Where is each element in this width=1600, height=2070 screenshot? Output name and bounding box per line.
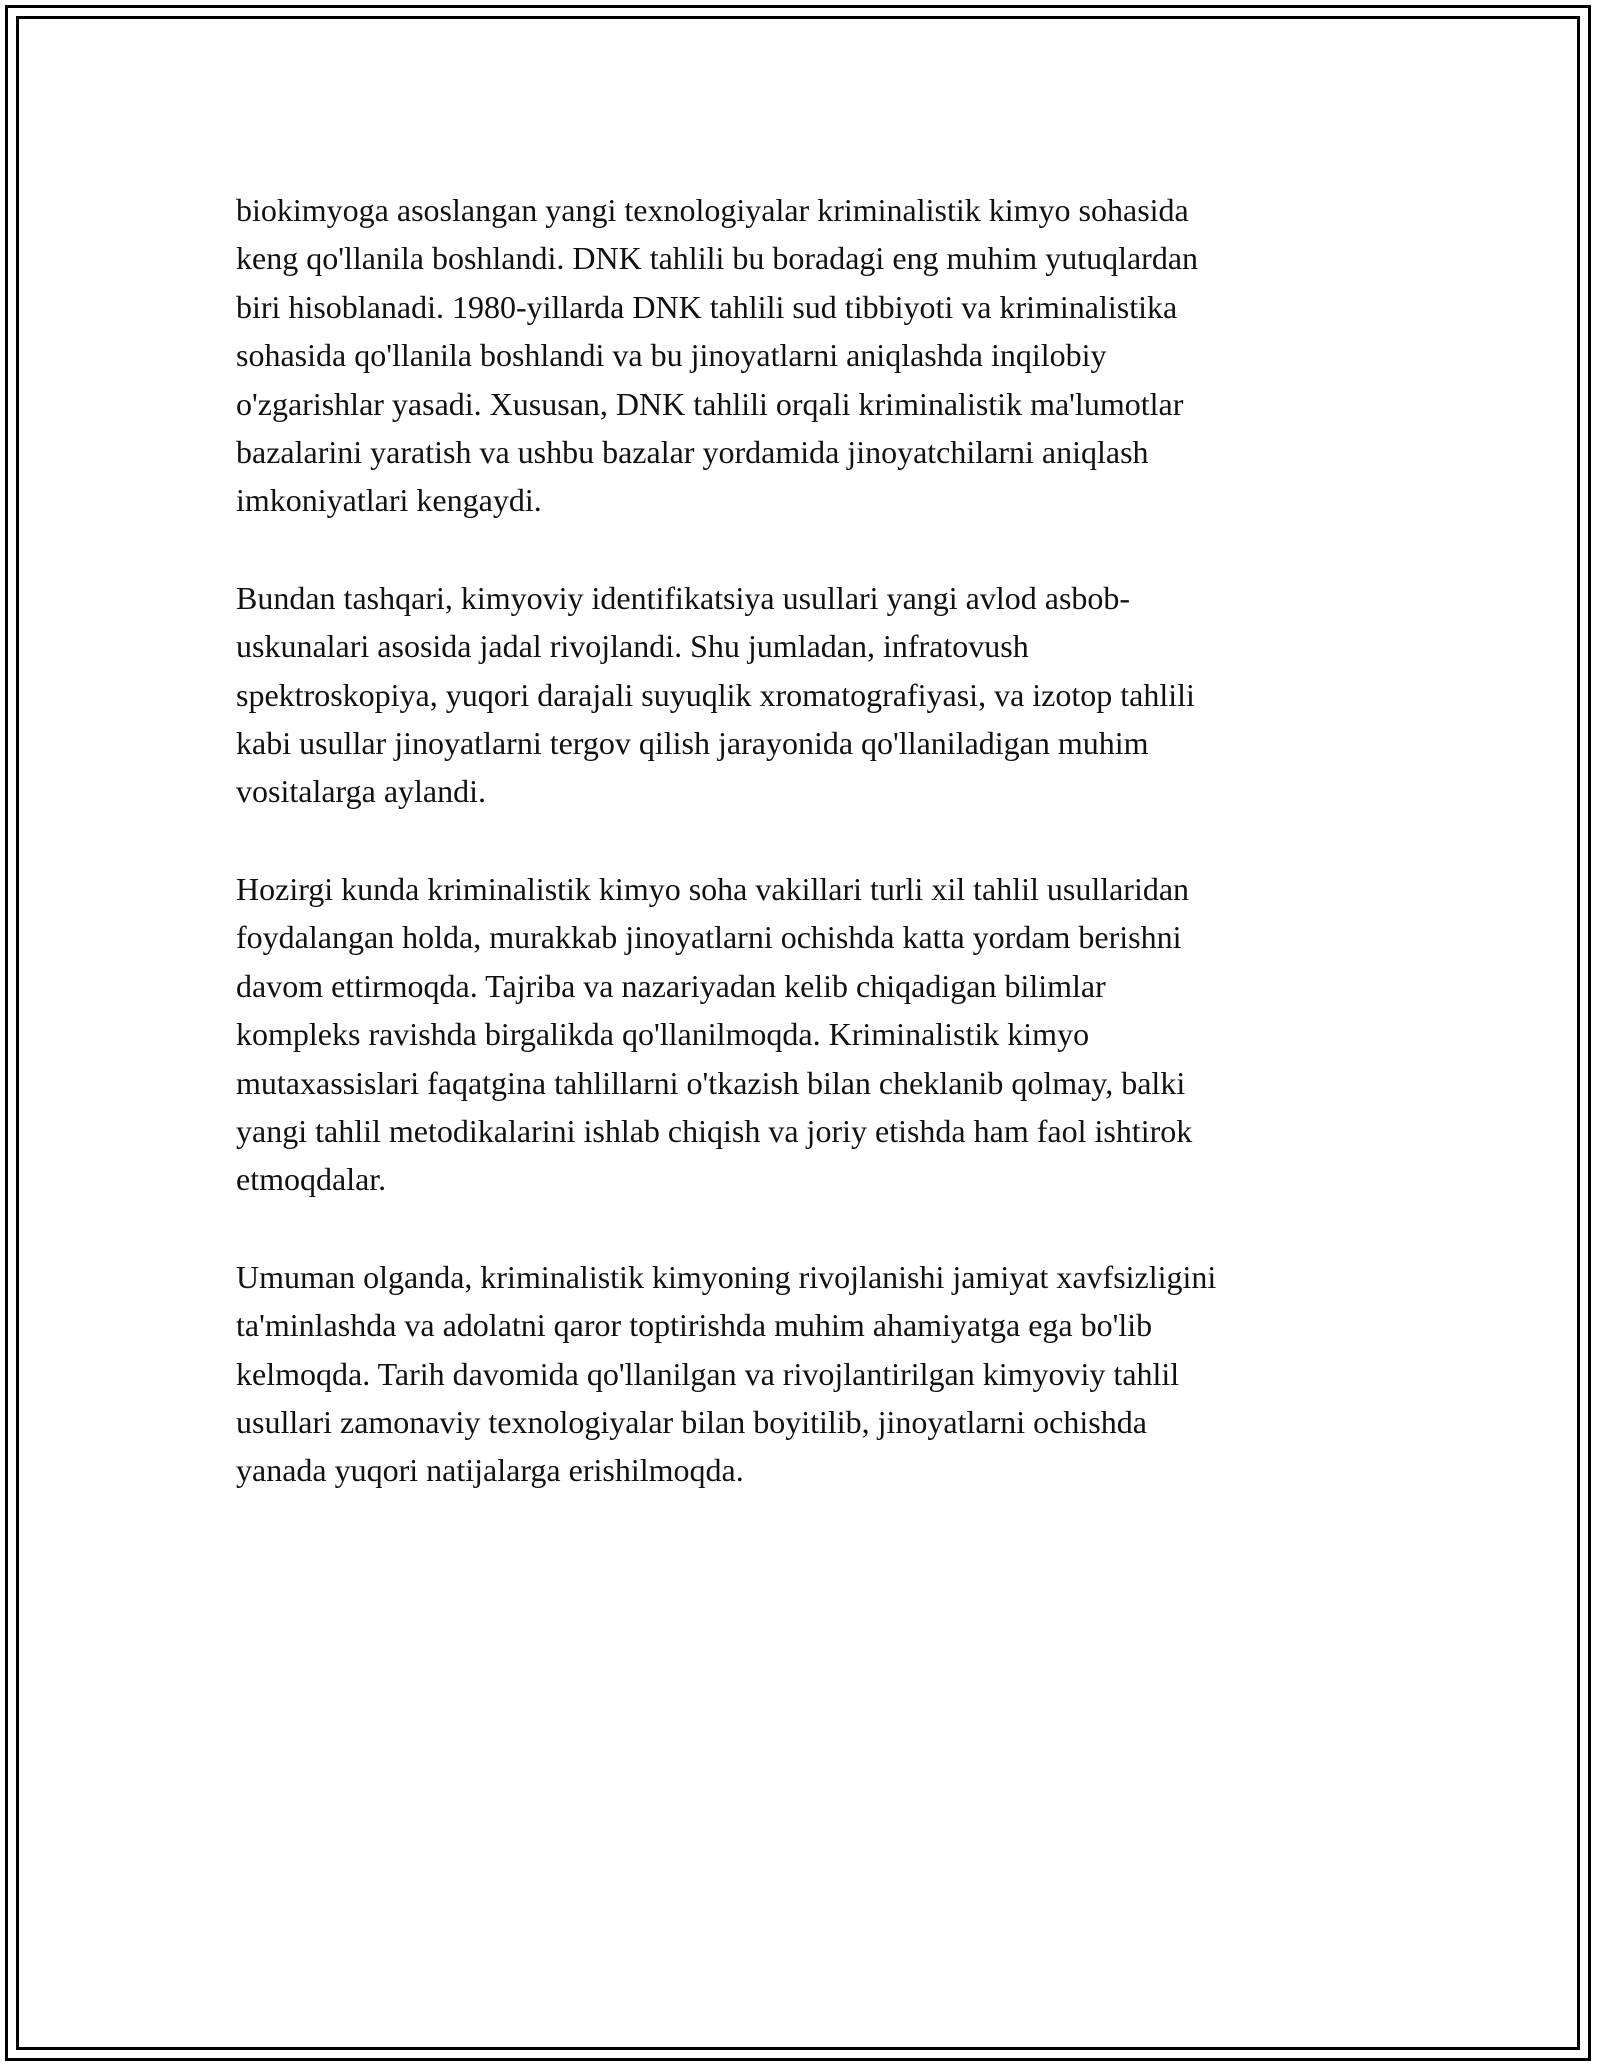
paragraph-chemical-identification: Bundan tashqari, kimyoviy identifikatsiya usullari yangi avlod asbob- uskunalari asosida jadal rivojlandi. Shu jumladan, infratovush spektroskopiya, yuqori darajali suyuqlik xromatografiyasi, va izotop tahlili kabi usullar jinoyatlarni tergov qilish jarayonida qo'llaniladigan muhim vositalarga aylandi. [236, 579, 1195, 810]
paragraph-current-practice: Hozirgi kunda kriminalistik kimyo soha vakillari turli xil tahlil usullaridan foydalangan holda, murakkab jinoyatlarni ochishda katta yordam berishni davom ettirmoqda. Tajriba va nazariyadan kelib chiqadigan bilimlar kompleks ravishda birgalikda qo'llanilmoqda. Kriminalistik kimyo mutaxassislari faqatgina tahlillarni o'tkazish bilan cheklanib qolmay, balki yangi tahlil metodikalarini ishlab chiqish va joriy etishda ham faol ishtirok etmoqdalar. [236, 870, 1193, 1198]
paragraph-conclusion: Umuman olganda, kriminalistik kimyoning rivojlanishi jamiyat xavfsizligini ta'minlashda va adolatni qaror toptirishda muhim ahamiyatga ega bo'lib kelmoqda. Tarih davomida qo'llanilgan va rivojlantirilgan kimyoviy tahlil usullari zamonaviy texnologiyalar bilan boyitilib, jinoyatlarni ochishda yanada yuqori natijalarga erishilmoqda. [236, 1258, 1217, 1489]
document-body [236, 186, 1366, 1544]
paragraph-dna-analysis: biokimyoga asoslangan yangi texnologiyalar kriminalistik kimyo sohasida keng qo'llanila boshlandi. DNK tahlili bu boradagi eng muhim yutuqlardan biri hisoblanadi. 1980-yillarda DNK tahlili sud tibbiyoti va kriminalistika sohasida qo'llanila boshlandi va bu jinoyatlarni aniqlashda inqilobiy o'zgarishlar yasadi. Xususan, DNK tahlili orqali kriminalistik ma'lumotlar bazalarini yaratish va ushbu bazalar yordamida jinoyatchilarni aniqlash imkoniyatlari kengaydi. [236, 192, 1199, 519]
